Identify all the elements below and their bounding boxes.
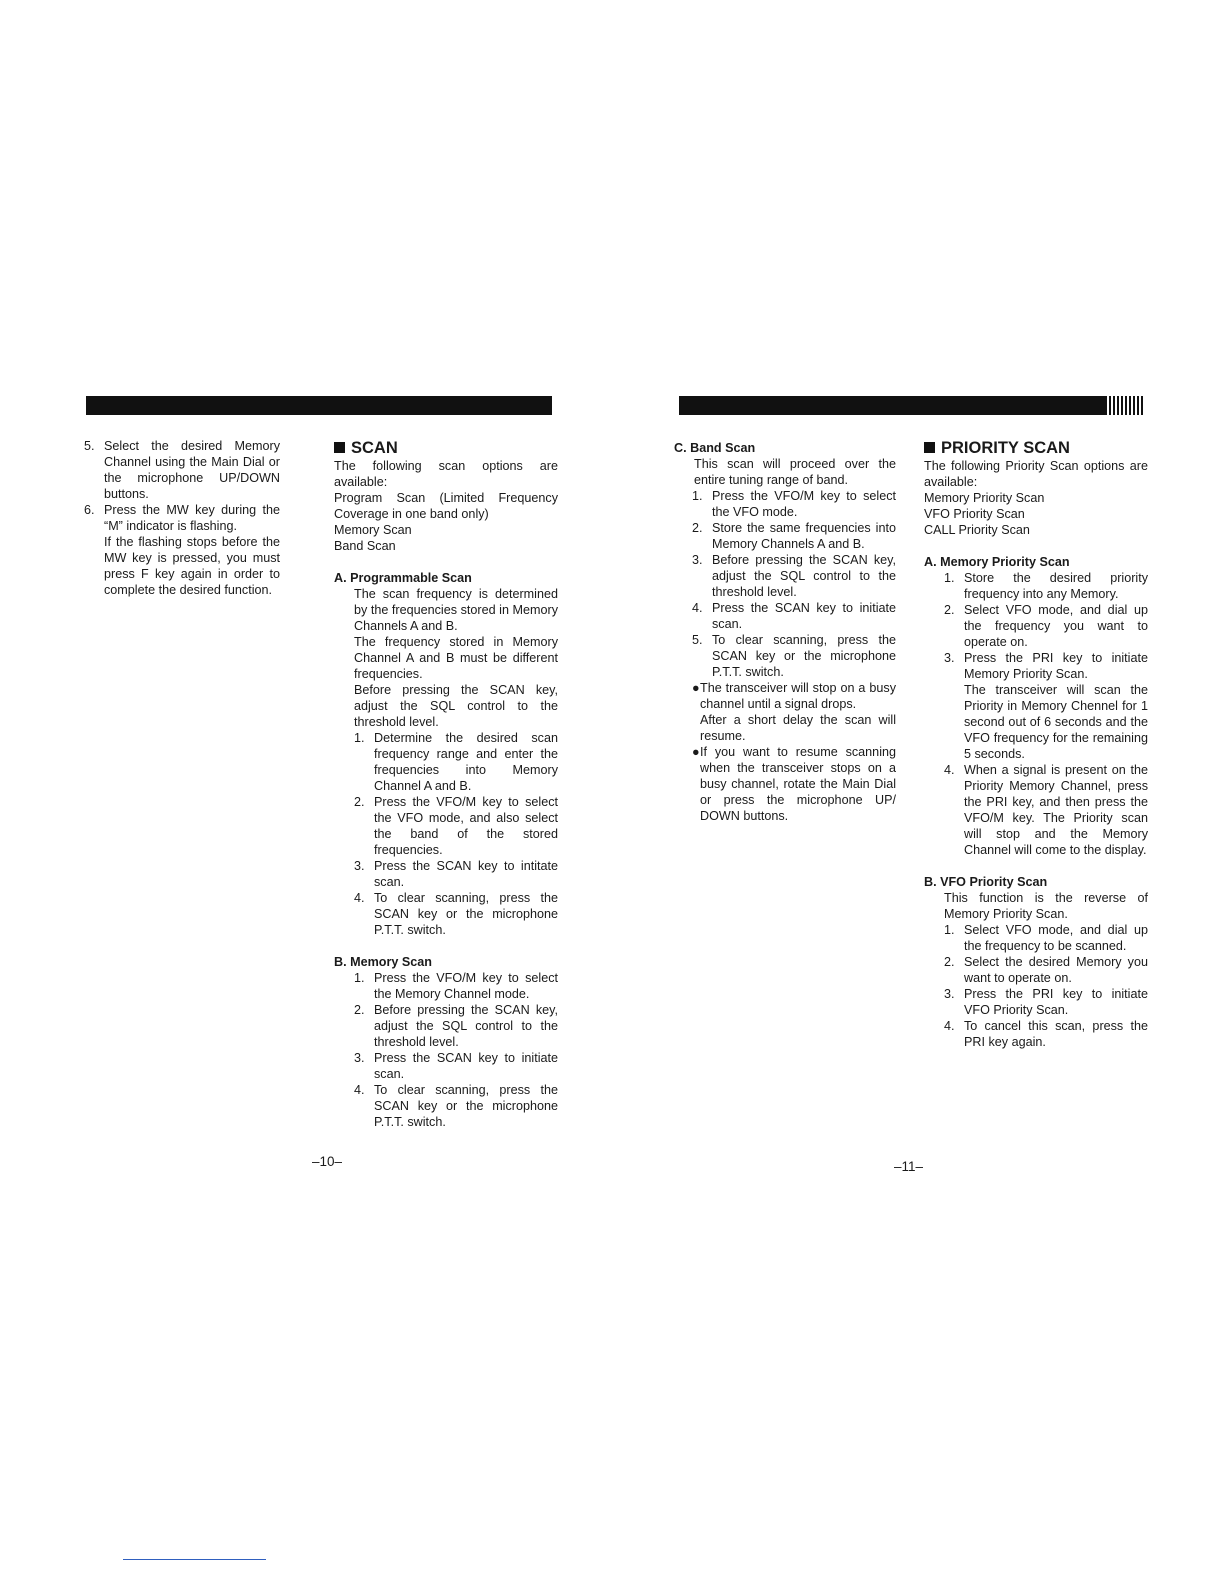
subsection-title-band-scan: C. Band Scan (674, 441, 756, 455)
list-item: 4. Press the SCAN key to initiate scan. (692, 601, 896, 631)
subsection-title-vfo-priority-scan: B. VFO Priority Scan (924, 875, 1048, 889)
page-number-right: –11– (894, 1159, 924, 1174)
scan-option: Memory Scan (334, 523, 412, 537)
header-bar-left (86, 396, 552, 415)
right-column-2 (924, 438, 1148, 1050)
bullet-dot-icon: ● (692, 681, 700, 695)
list-item: 4. To clear scanning, press the SCAN key or the microphone P.T.T. switch. (354, 891, 558, 937)
right-column-1 (674, 440, 896, 824)
page-number-left: –10– (312, 1154, 343, 1169)
list-item: 2. Select the desired Memory you want to operate on. (944, 955, 1148, 985)
list-item: 1. Store the desired priority frequency into any Memory. (944, 571, 1148, 601)
list-item: 4. To cancel this scan, press the PRI key again. (944, 1019, 1148, 1049)
priority-option: Memory Priority Scan (924, 491, 1045, 505)
list-item: 2. Select VFO mode, and dial up the frequency you want to operate on. (944, 603, 1148, 649)
header-bar-right (679, 396, 1107, 415)
left-column-2 (334, 438, 558, 1130)
list-item: 3. Press the SCAN key to intitate scan. (354, 859, 558, 889)
list-item: 2. Before pressing the SCAN key, adjust the SQL control to the threshold level. (354, 1003, 558, 1049)
section-title-scan: SCAN (334, 438, 558, 458)
section-title-priority-scan: PRIORITY SCAN (924, 438, 1148, 458)
paragraph: This scan will proceed over the entire tuning range of band. (694, 457, 896, 487)
subsection-title-memory-scan: B. Memory Scan (334, 955, 432, 969)
paragraph: This function is the reverse of Memory Priority Scan. (944, 891, 1148, 921)
list-item: 5. To clear scanning, press the SCAN key or the microphone P.T.T. switch. (692, 633, 896, 679)
square-bullet-icon (924, 442, 935, 453)
list-item: 3. Before pressing the SCAN key, adjust the SQL control to the threshold level. (692, 553, 896, 599)
list-item: 2. Press the VFO/M key to select the VFO mode, and also select the band of the stored frequencies. (354, 795, 558, 857)
list-item: 1. Press the VFO/M key to select the VFO mode. (692, 489, 896, 519)
list-item: 5. Select the desired Memory Channel using the Main Dial or the microphone UP/DOWN buttons. (84, 439, 280, 501)
header-stripes (1109, 396, 1145, 415)
bullet-item: ● If you want to resume scanning when the transceiver stops on a busy channel, rotate the Main Dial or press the microphone UP/ DOWN buttons. (692, 745, 896, 823)
scan-intro: The following scan options are available: (334, 459, 558, 489)
priority-option: VFO Priority Scan (924, 507, 1025, 521)
footer-link-underline (123, 1559, 266, 1560)
left-column-1 (84, 438, 280, 598)
scan-option: Program Scan (Limited Frequency Coverage in one band only) (334, 491, 558, 521)
subsection-title-memory-priority-scan: A. Memory Priority Scan (924, 555, 1070, 569)
square-bullet-icon (334, 442, 345, 453)
list-item: 1. Press the VFO/M key to select the Memory Channel mode. (354, 971, 558, 1001)
subsection-title-programmable-scan: A. Programmable Scan (334, 571, 472, 585)
list-item: 6. Press the MW key during the “M” indicator is flashing. If the flashing stops before the MW key is pressed, you must press F key again in order to complete the desired function. (84, 503, 280, 597)
list-item: 1. Determine the desired scan frequency range and enter the frequencies into Memory Channel A and B. (354, 731, 558, 793)
list-item: 4. To clear scanning, press the SCAN key or the microphone P.T.T. switch. (354, 1083, 558, 1129)
bullet-dot-icon: ● (692, 745, 700, 759)
list-item: 3. Press the SCAN key to initiate scan. (354, 1051, 558, 1081)
list-item: 3. Press the PRI key to initiate VFO Priority Scan. (944, 987, 1148, 1017)
list-item: 4. When a signal is present on the Priority Memory Channel, press the PRI key, and then press the VFO/M key. The Priority scan will stop and the Memory Channel will come to the display. (944, 763, 1148, 857)
list-item-note: The transceiver will scan the Priority in Memory Chennel for 1 second out of 6 seconds and the VFO frequency for the remaining 5 seconds. (964, 683, 1148, 761)
bullet-item: ● The transceiver will stop on a busy channel until a signal drops. After a short delay the scan will resume. (692, 681, 896, 743)
priority-intro: The following Priority Scan options are available: (924, 459, 1148, 489)
list-item: 1. Select VFO mode, and dial up the frequency to be scanned. (944, 923, 1148, 953)
scan-option: Band Scan (334, 539, 396, 553)
paragraph: The frequency stored in Memory Channel A and B must be different frequencies. (354, 635, 558, 681)
list-item: 2. Store the same frequencies into Memory Channels A and B. (692, 521, 896, 551)
list-item-note: If the flashing stops before the MW key is pressed, you must press F key again in order to complete the desired function. (104, 535, 280, 597)
paragraph: The scan frequency is determined by the frequencies stored in Memory Channels A and B. (354, 587, 558, 633)
list-item: 3. Press the PRI key to initiate Memory Priority Scan. The transceiver will scan the Priority in Memory Chennel for 1 second out of 6 seconds and the VFO frequency for the remaining 5 seconds. (944, 651, 1148, 761)
priority-option: CALL Priority Scan (924, 523, 1030, 537)
paragraph: Before pressing the SCAN key, adjust the SQL control to the threshold level. (354, 683, 558, 729)
